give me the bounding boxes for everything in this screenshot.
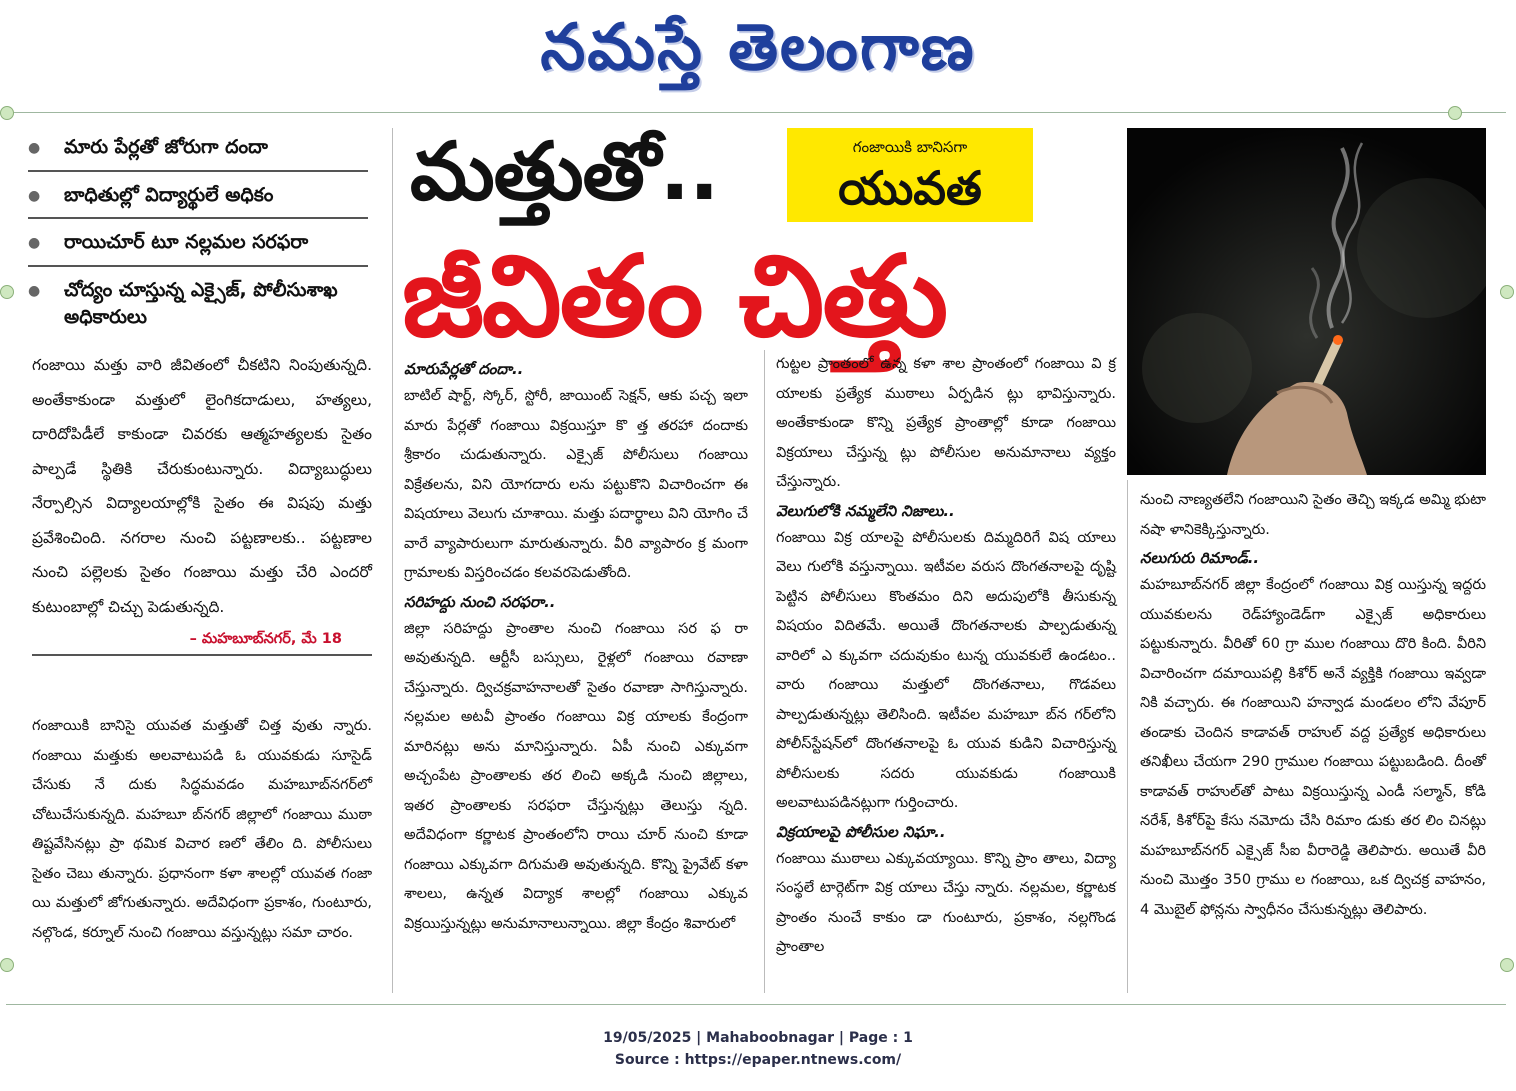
top-rule — [6, 112, 1506, 113]
body-paragraph: నుంచి నాణ్యతలేని గంజాయిని సైతం తెచ్చి ఇక్కడ అమ్మి భుటా నషా ళానికెక్కిస్తున్నారు. — [1140, 492, 1486, 538]
subheading: మారుపేర్లతో దందా.. — [404, 360, 524, 378]
body-column-3 — [776, 350, 1116, 963]
bullet-item — [28, 271, 368, 340]
body-paragraph: గంజాయి విక్ర యాలపై పోలీసులకు దిమ్మదిరిగే విష యాలు వెలు గులోకి వస్తున్నాయి. ఇటీవల వరుస దొంగతనాలపై దృష్టి పెట్టిన పోలీసులు కొంతమం దిని అదుపులోకి తీసుకున్న విషయం విదితమే. అయితే దొంగతనాలకు పాల్పడుతున్న వారిలో ఎ క్కువగా చదువుకుం టున్న యువకులే ఉండటం.. వారు గంజాయి మత్తులో దొంగతనాలు, గొడవలు పాల్పడుతున్నట్లు తెలిసింది. ఇటీవల మహబూ బ్‌న గర్‌లోని పోలీస్‌స్టేషన్‌లో దొంగతనాలపై ఓ యువ కుడిని విచారిస్తున్న పోలీసులకు సదరు యువకుడు గంజాయికి అలవాటుపడినట్లుగా గుర్తించారు. — [776, 529, 1116, 811]
body-column-1 — [32, 712, 372, 948]
footer-source: Source : https://epaper.ntnews.com/ — [614, 1052, 902, 1068]
bullet-text: మారు పేర్లతో జోరుగా దందా — [64, 136, 268, 158]
intro-paragraph: గంజాయి మత్తు వారి జీవితంలో చీకటిని నింపుతున్నది. అంతేకాకుండా మత్తులో లైంగికదాడులు, హత్యలు, దారిదోపిడీలే కాకుండా చివరకు ఆత్మహత్యలకు సైతం పాల్పడే స్థితికి చేరుకుంటున్నారు. విద్యాబుద్ధులు నేర్పాల్సిన విద్యాలయాల్లోకి సైతం ఈ విషపు మత్తు ప్రవేశించింది. నగరాల నుంచి పట్టణాలకు.. పట్టణాల నుంచి పల్లెలకు సైతం గంజాయి మత్తు చేరి ఎందరో కుటుంబాల్లో చిచ్చు పెడుతున్నది. — [32, 356, 372, 616]
masthead-title: నమస్తే తెలంగాణ — [540, 11, 976, 85]
body-paragraph: మహబూబ్‌నగర్ జిల్లా కేంద్రంలో గంజాయి విక్ర యిస్తున్న ఇద్దరు యువకులను రెడ్‌హ్యాండెడ్‌గా ఎక్సైజ్ అధికారులు పట్టుకున్నారు. వీరితో 60 గ్రా ముల గంజాయి దొరి కింది. వీరిని విచారించగా దమాయిపల్లి కిశోర్ అనే వ్యక్తికి గంజాయి ఇవ్వడా నికి వచ్చారు. ఈ గంజాయిని హన్వాడ మండలం లోని వేపూర్ తండాకు చెందిన కాడావత్ రాహుల్ వద్ద ప్రత్యేక అధికారులు తనిఖీలు చేయగా 290 గ్రాముల గంజాయి పట్టుబడింది. దీంతో కాడావత్ రాహుల్‌తో పాటు విక్రయిస్తున్న ఎండీ సల్మాన్, కోడి నరేశ్, కిశోర్‌పై కేసు నమోదు చేసి రిమాం డుకు తర లిం చినట్లు మహబూబ్‌నగర్ ఎక్సైజ్ సీఐ వీరారెడ్డి తెలిపారు. అయితే వీరి నుంచి మొత్తం 350 గ్రాము ల గంజాయి, ఒక ద్విచక్ర వాహనం, 4 మొబైల్ ఫోన్లను స్వాధీనం చేసుకున్నట్లు తెలిపారు. — [1140, 577, 1486, 918]
kicker-big: యువత — [838, 161, 982, 215]
dateline: – మహబూబ్‌నగర్, మే 18 — [32, 624, 372, 656]
column-rule — [392, 128, 393, 993]
headline-line2: జీవితం చిత్తు — [402, 232, 947, 362]
intro-column — [32, 348, 372, 656]
bullet-icon: ● — [28, 282, 41, 299]
bullet-icon: ● — [28, 187, 41, 204]
margin-dot-icon — [1500, 958, 1514, 972]
footer-info: 19/05/2025 | Mahaboobnagar | Page : 1 — [603, 1030, 913, 1046]
subheading: విక్రయాలపై పోలీసుల నిఘా.. — [776, 822, 946, 841]
subheading: సరిహద్దు నుంచి సరఫరా.. — [404, 592, 556, 611]
kicker-small: గంజాయికి బానిసగా — [852, 138, 968, 156]
body-column-2 — [404, 356, 748, 939]
bullet-item — [28, 223, 368, 267]
headline-line1: మత్తుతో.. — [410, 125, 719, 218]
body-paragraph: గుట్టల ప్రాంతంలో ఉన్న కళా శాల ప్రాంతంలో గంజాయి వి క్ర యాలకు ప్రత్యేక ముఠాలు ఏర్పడిన ట్లు భావిస్తున్నారు. అంతేకాకుండా కొన్ని ప్రత్యేక ప్రాంతాల్లో కూడా గంజాయి విక్రయాలు చేస్తున్న ట్లు పోలీసుల అనుమానాలు వ్యక్తం చేస్తున్నారు. — [776, 356, 1116, 490]
bottom-rule — [6, 1004, 1506, 1005]
body-paragraph: బాటిల్ షార్ట్, స్కోర్, స్టోరీ, జాయింట్ సెక్షన్, ఆకు పచ్చ ఇలా మారు పేర్లతో గంజాయి విక్రయిస్తూ కొ త్త తరహా దందాకు శ్రీకారం చుడుతున్నారు. ఎక్సైజ్ పోలీసులు గంజాయి విక్రేతలను, విని యోగదారు లను పట్టుకొని విచారించగా ఈ విషయాలు వెలుగు చూశాయి. మత్తు పదార్థాలు విని యోగిం చే వారే వ్యాపారులుగా మారుతున్నారు. వీరి వ్యాపారం క్ర మంగా గ్రామాలకు విస్తరించడం కలవరపెడుతోంది. — [404, 388, 748, 581]
smoking-hand-icon — [1127, 128, 1486, 475]
bullet-text: చోద్యం చూస్తున్న ఎక్సైజ్, పోలీసుశాఖ అధికారులు — [64, 278, 338, 329]
column-rule — [1127, 480, 1128, 993]
subheading: నలుగురు రిమాండ్.. — [1140, 549, 1260, 567]
body-column-4 — [1140, 486, 1486, 925]
highlight-bullets — [28, 128, 368, 344]
bullet-text: రాయిచూర్ టూ నల్లమల సరఫరా — [64, 231, 309, 254]
headline-kicker — [787, 128, 1033, 222]
body-paragraph: గంజాయి ముఠాలు ఎక్కువయ్యాయి. కొన్ని ప్రాం తాలు, విద్యా సంస్థలే టార్గెట్‌గా విక్ర యాలు చేస్తు న్నారు. నల్లమల, కర్ణాటక ప్రాంతం నుంచే కాకుం డా గుంటూరు, ప్రకాశం, నల్లగొండ ప్రాంతాల — [776, 850, 1116, 955]
bullet-text: బాధితుల్లో విద్యార్థులే అధికం — [64, 183, 274, 206]
margin-dot-icon — [0, 958, 14, 972]
subheading: వెలుగులోకి నమ్మలేని నిజాలు.. — [776, 501, 955, 520]
column-rule — [764, 350, 765, 993]
corner-dot-icon — [0, 106, 14, 120]
corner-dot-icon — [1448, 106, 1462, 120]
masthead — [0, 4, 1516, 92]
article-photo — [1127, 128, 1486, 475]
body-paragraph: జిల్లా సరిహద్దు ప్రాంతాల నుంచి గంజాయి సర ఫ రా అవుతున్నది. ఆర్టీసీ బస్సులు, రైళ్లలో గంజాయి రవాణా చేస్తున్నారు. ద్విచక్రవాహనాలతో సైతం రవాణా సాగిస్తున్నారు. నల్లమల అటవీ ప్రాంతం గంజాయి విక్ర యాలకు కేంద్రంగా మారినట్లు అను మానిస్తున్నారు. ఏపీ నుంచి ఎక్కువగా అచ్చంపేట ప్రాంతాలకు తర లించి అక్కడి నుంచి జిల్లాలు, ఇతర ప్రాంతాలకు సరఫరా చేస్తున్నట్లు తెలుస్తు న్నది. అదేవిధంగా కర్ణాటక ప్రాంతంలోని రాయి చూర్ నుంచి కూడా గంజాయి ఎక్కువగా దిగుమతి అవుతున్నది. కొన్ని ప్రైవేట్ కళా శాలలు, ఉన్నత విద్యాక శాలల్లో గంజాయి ఎక్కువ విక్రయిస్తున్నట్లు అనుమానాలున్నాయి. జిల్లా కేంద్రం శివారులో — [404, 620, 748, 932]
bullet-item — [28, 128, 368, 172]
bullet-icon: ● — [28, 140, 41, 156]
margin-dot-icon — [1500, 285, 1514, 299]
bullet-item — [28, 176, 368, 220]
margin-dot-icon — [0, 285, 14, 299]
bullet-icon: ● — [28, 235, 41, 252]
body-paragraph: గంజాయికి బానిసై యువత మత్తుతో చిత్త వుతు న్నారు. గంజాయి మత్తుకు అలవాటుపడి ఓ యువకుడు సూసైడ్ చేసుకు నే దుకు సిద్ధమవడం మహబూబ్‌నగర్‌లో చోటుచేసుకున్నది. మహబూ బ్‌నగర్ జిల్లాలో గంజాయి ముఠా తిష్టవేసినట్లు ప్రా థమిక విచార ణలో తేలిం ది. పోలీసులు సైతం చెబు తున్నారు. ప్రధానంగా కళా శాలల్లో యువత గంజా యి మత్తులో జోగుతున్నారు. అదేవిధంగా ప్రకాశం, గుంటూరు, నల్గొండ, కర్నూల్ నుంచి గంజాయి వస్తున్నట్లు సమా చారం. — [32, 718, 372, 941]
